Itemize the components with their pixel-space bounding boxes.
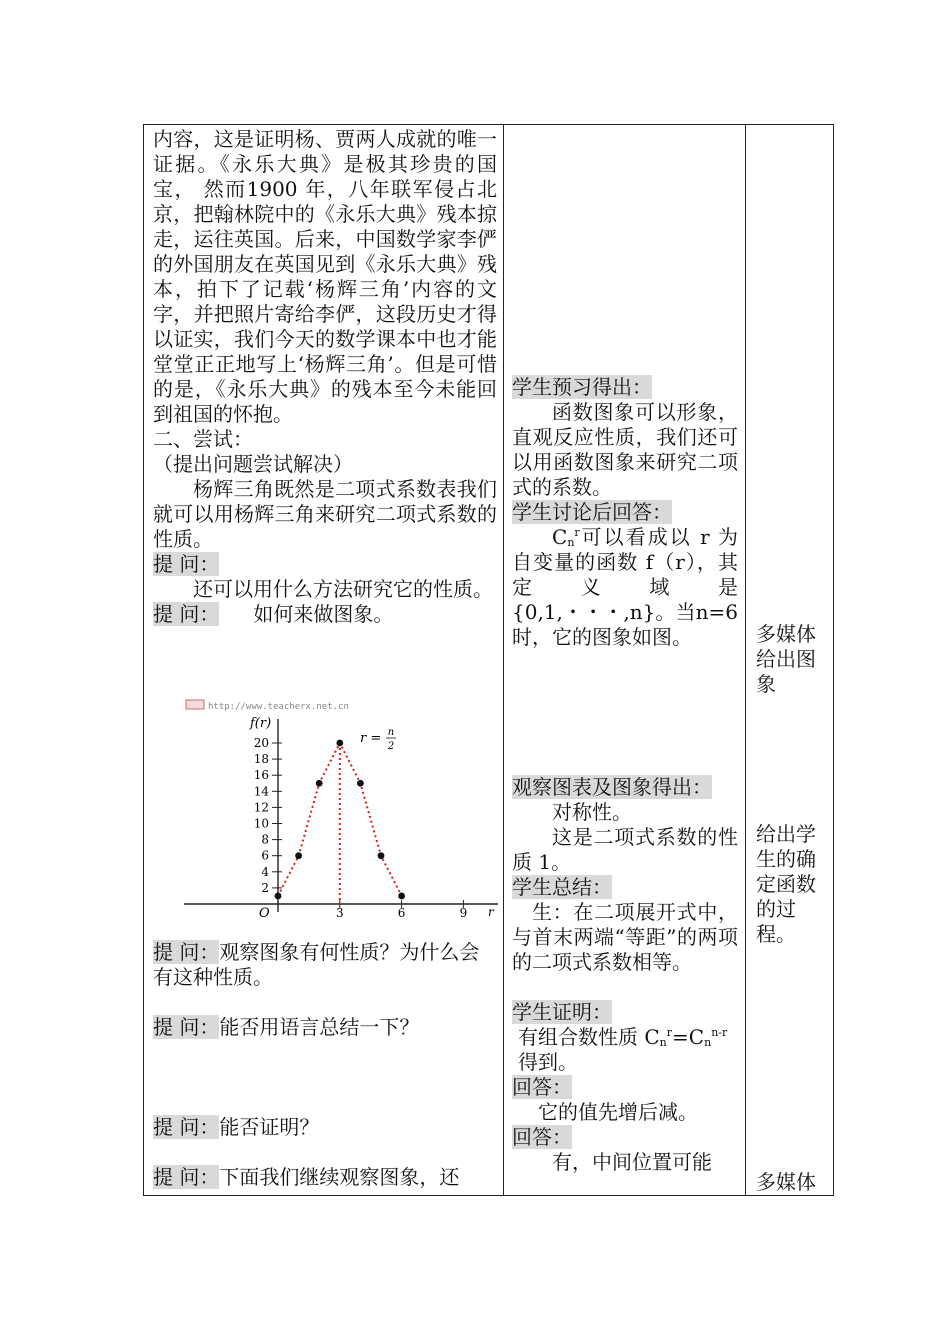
column-divider — [503, 125, 504, 1195]
x-tick-label: 6 — [397, 906, 406, 920]
question-label: 提 问： — [153, 1115, 220, 1139]
y-tick-label: 18 — [253, 752, 269, 767]
binomial-coefficient-chart — [182, 697, 502, 927]
student-heading: 学生预习得出： — [512, 375, 652, 399]
x-axis-label: r — [488, 905, 494, 919]
media-note: 多媒体给出图象 — [756, 622, 816, 696]
section-title: 二、尝试： — [153, 427, 253, 451]
student-heading: 学生讨论后回答： — [512, 500, 672, 524]
question-label: 提 问： — [153, 940, 220, 964]
section-subtitle: （提出问题尝试解决） — [153, 452, 353, 476]
student-heading: 学生总结： — [512, 875, 612, 899]
student-text: 对称性。 — [552, 800, 632, 824]
student-heading: 回答： — [512, 1125, 572, 1149]
data-point — [316, 780, 323, 787]
data-point — [398, 893, 405, 900]
watermark-text: http://www.teacherx.net.cn — [208, 702, 349, 712]
student-heading: 学生证明： — [512, 1000, 612, 1024]
y-tick-label: 14 — [253, 784, 269, 799]
origin-label: O — [259, 906, 270, 921]
student-column — [512, 375, 738, 650]
y-tick-label: 12 — [253, 800, 269, 815]
watermark-logo — [186, 700, 204, 709]
media-note: 多媒体 — [756, 1170, 816, 1194]
student-column-lower — [512, 775, 738, 1175]
data-point — [275, 893, 282, 900]
intro-paragraph: 杨辉三角既然是二项式系数表我们就可以用杨辉三角来研究二项式系数的性质。 — [153, 477, 497, 551]
question-text: 如何来做图象。 — [253, 602, 394, 626]
student-heading: 回答： — [512, 1075, 572, 1099]
question-label: 提 问： — [153, 602, 220, 626]
question-label: 提 问： — [153, 552, 220, 576]
student-text: 函数图象可以形象，直观反应性质，我们还可以用函数图象来研究二项式的系数。 — [512, 400, 738, 499]
data-point — [378, 852, 385, 859]
data-point — [357, 780, 364, 787]
y-tick-label: 20 — [253, 736, 269, 750]
question-text: 观察图象有何性质？为什么会有这种性质。 — [153, 940, 480, 989]
student-text: $C_n^r$可以看成以 r 为自变量的函数 f（r），其定义域是{0,1,・・・,n}。当n=6 时，它的图象如图。 — [512, 525, 738, 649]
question-label: 提 问： — [153, 1165, 220, 1189]
annotation-lhs: r = — [360, 731, 382, 746]
data-point — [336, 740, 343, 747]
student-text: 它的值先增后减。 — [538, 1100, 698, 1124]
column-divider — [745, 125, 746, 1195]
y-tick-label: 4 — [261, 864, 269, 879]
teacher-column-lower — [153, 940, 497, 1190]
y-axis-label: f(r) — [250, 716, 272, 731]
student-text: 这是二项式系数的性质 1。 — [512, 825, 738, 874]
question-text: 下面我们继续观察图象，还 — [219, 1165, 460, 1189]
question-text: 能否证明？ — [219, 1115, 320, 1139]
student-text: 有，中间位置可能 — [552, 1150, 712, 1174]
student-text: 有组合数性质 $C_n^r=C_n^{n-r}$ 得到。 — [518, 1025, 728, 1074]
lesson-table — [143, 124, 834, 1196]
y-tick-label: 2 — [261, 880, 269, 895]
annotation-denominator: 2 — [387, 741, 395, 752]
question-text: 还可以用什么方法研究它的性质。 — [193, 577, 493, 601]
x-tick-label: 9 — [459, 906, 468, 920]
history-paragraph: 内容，这是证明杨、贾两人成就的唯一证据。《永乐大典》是极其珍贵的国宝， 然而1900 年，八年联军侵占北京，把翰林院中的《永乐大典》残本掠走，运往英国。后来，中国数学家李俨的外国朋友在英国见到《永乐大典》残本，拍下了记载‘杨辉三角’内容的文字，并把照片寄给李俨，这段历史才得以证实，我们今天的数学课本中也才能堂堂正正地写上‘杨辉三角’。但是可惜的是，《永乐大典》的残本至今未能回到祖国的怀抱。 — [153, 127, 497, 426]
y-tick-label: 8 — [261, 832, 269, 847]
annotation-numerator: n — [387, 727, 395, 738]
student-heading: 观察图表及图象得出： — [512, 775, 712, 799]
question-text: 能否用语言总结一下？ — [219, 1015, 420, 1039]
student-text: 生：在二项展开式中，与首末两端“等距”的两项的二项式系数相等。 — [512, 900, 738, 974]
y-tick-label: 16 — [253, 768, 269, 783]
y-tick-label: 6 — [261, 848, 269, 863]
x-tick-label: 3 — [335, 906, 344, 920]
data-point — [295, 852, 302, 859]
question-label: 提 问： — [153, 1015, 220, 1039]
media-note: 给出学生的确定函数的过程。 — [756, 822, 816, 946]
y-tick-label: 10 — [253, 816, 269, 831]
teacher-column — [153, 127, 497, 627]
